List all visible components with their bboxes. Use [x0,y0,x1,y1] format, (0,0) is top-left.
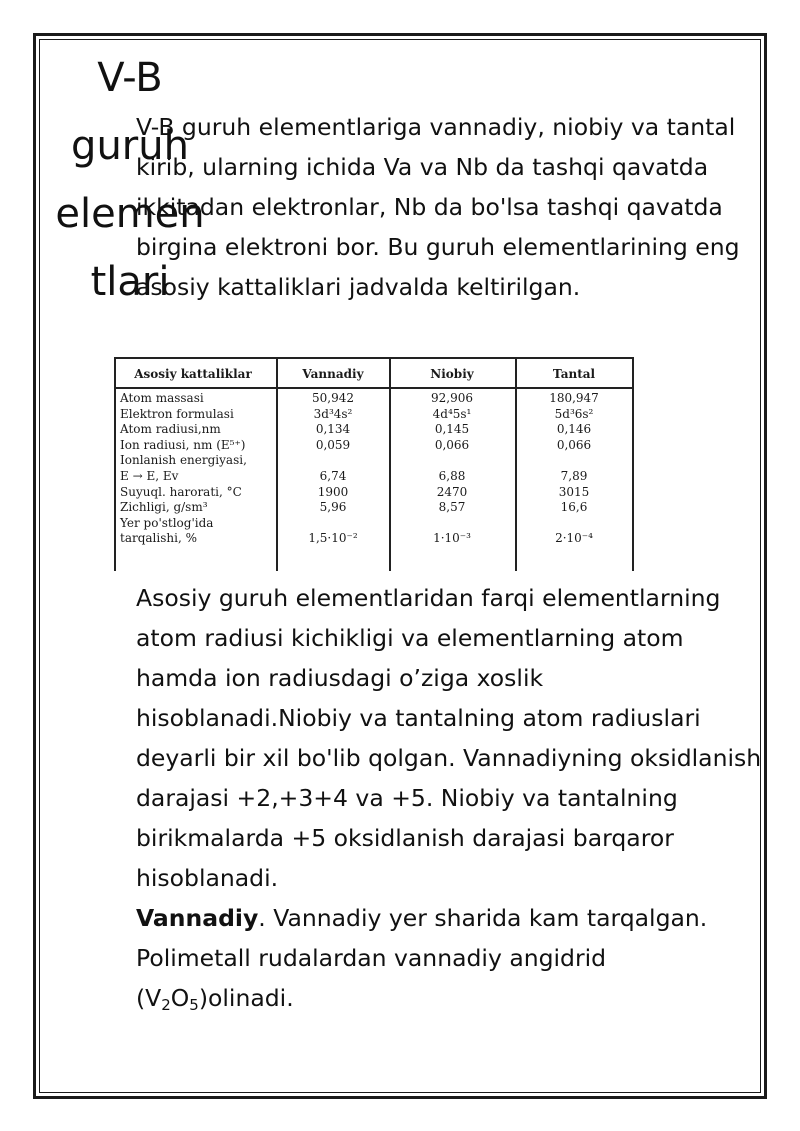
table-cell [279,453,387,469]
table-cell: 1,5·10⁻² [308,531,358,546]
table-border-left [114,357,116,571]
subscript-5: 5 [189,996,199,1014]
section-title-line: tlari [90,259,170,305]
table-cell: tarqalishi, % [120,531,197,546]
vanadium-heading: Vannadiy [136,904,259,932]
comparison-paragraph: Asosiy guruh elementlaridan farqi elementlarning atom radiusi kichikligi va elementlarning atom hamda ion radiusdagi o’ziga xoslik hisoblanadi.Niobiy va tantalning atom radiuslari deyarli bir xil bo'lib qolgan. Vannadiyning oksidlanish darajasi +2,+3+4 va +5. Niobiy va tantalning birikmalarda +5 oksidlanish darajasi barqaror hisoblanadi. [136,584,762,892]
vanadium-text: . Vannadiy yer sharida kam tarqalgan. Polimetall rudalardan vannadiy angidrid (V [136,904,708,1012]
vanadium-paragraph [116,898,766,1018]
oxygen-symbol: O [170,984,190,1012]
intro-paragraph: V-B guruh elementlariga vannadiy, niobiy va tantal kirib, ularning ichida Va va Nb da tashqi qavatda ikkitadan elektronlar, Nb da bo'lsa tashqi qavatda birgina elektroni bor. Bu guruh elementlarining eng asosiy kattaliklari jadvalda keltirilgan. [136,113,740,301]
section-title-line: guruh [71,123,189,169]
table-cell: 5d³6s² [554,406,594,421]
table-cell: Zichligi, g/sm³ [120,500,208,515]
table-column-labels [120,391,275,547]
table-cell: Suyuql. harorati, °C [120,484,242,499]
table-border-top [114,357,634,359]
table-header-divider [114,387,634,389]
vanadium-text-end: )olinadi. [198,984,294,1012]
table-cell: 7,89 [560,468,588,483]
table-cell: 50,942 [312,391,354,405]
table-header-properties: Asosiy kattaliklar [134,367,252,381]
table-cell [392,453,512,469]
section-title-line: elemen [55,191,205,237]
table-cell [518,516,630,532]
table-cell: Yer po'stlog'ida [120,515,214,530]
table-cell: 0,146 [556,422,592,437]
table-cell: 6,74 [319,468,347,483]
table-cell: 3d³4s² [313,406,353,421]
table-cell: 180,947 [549,391,599,405]
table-cell: 5,96 [319,500,347,515]
table-border-right [632,357,634,571]
table-column-divider [276,357,278,571]
table-cell: Ionlanish energiyasi, [120,453,247,468]
table-cell [279,516,387,532]
table-cell: 0,145 [434,422,470,437]
table-column-divider [389,357,391,571]
table-cell: 2470 [436,484,468,499]
table-cell: Elektron formulasi [120,406,234,421]
table-column-tantalum [518,391,630,547]
table-cell [392,516,512,532]
properties-table [114,357,634,571]
table-cell: 3015 [558,484,590,499]
table-header-niobium: Niobiy [430,367,474,381]
table-cell: 1900 [317,484,349,499]
section-title-line: V-B [97,55,163,101]
table-cell [518,453,630,469]
table-cell: 16,6 [560,500,588,515]
table-cell: 8,57 [438,500,466,515]
table-header-tantalum: Tantal [552,367,596,381]
subscript-2: 2 [161,996,171,1014]
table-column-divider [515,357,517,571]
table-cell: Atom massasi [120,391,204,405]
table-cell: E → E, Ev [120,468,179,483]
table-cell: 0,066 [434,437,470,452]
table-cell: Atom radiusi,nm [120,422,221,437]
table-column-vanadium [279,391,387,547]
table-cell: 4d⁴5s¹ [432,406,472,421]
table-cell: 0,134 [315,422,351,437]
table-cell: 0,059 [315,437,351,452]
table-cell: 2·10⁻⁴ [555,531,593,546]
table-cell: 1·10⁻³ [433,531,471,546]
table-column-niobium [392,391,512,547]
table-cell: 6,88 [438,468,466,483]
table-cell: Ion radiusi, nm (E⁵⁺) [120,437,246,452]
table-header-vanadium: Vannadiy [302,367,364,381]
table-cell: 92,906 [431,391,473,405]
table-cell: 0,066 [556,437,592,452]
